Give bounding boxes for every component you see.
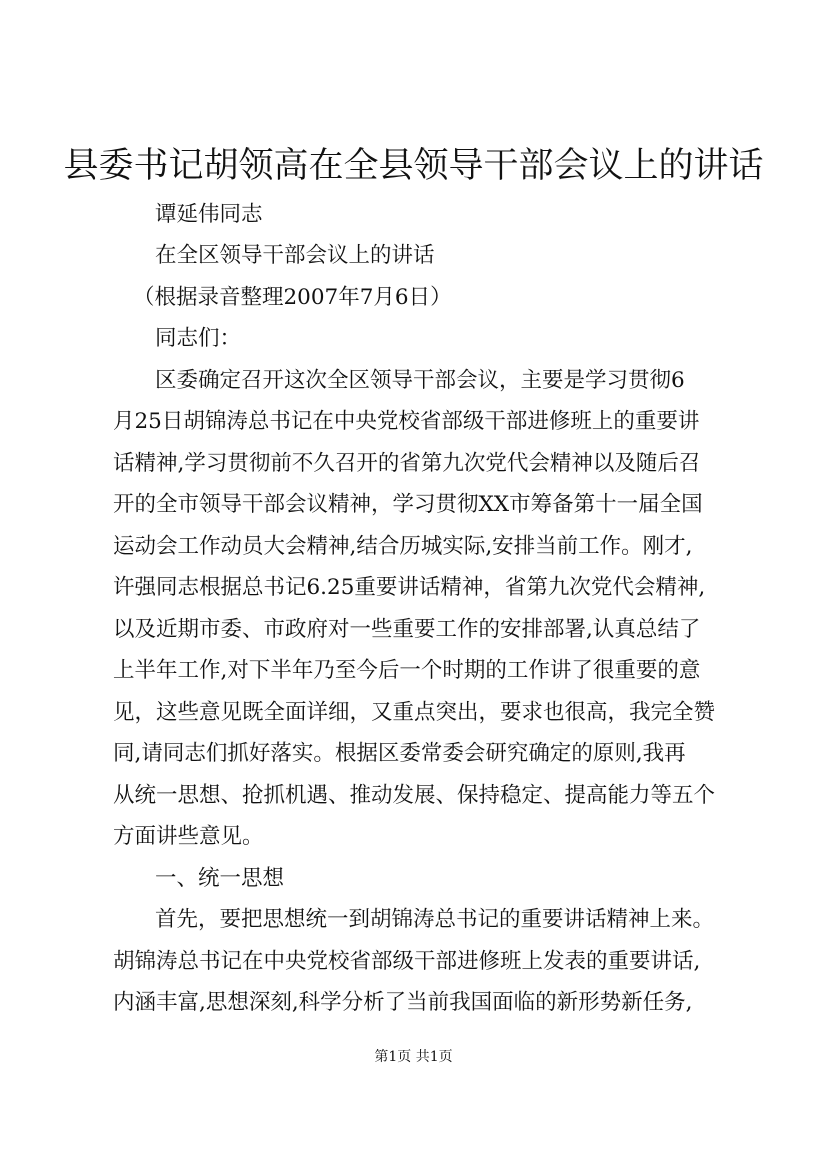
salutation: 同志们： bbox=[155, 326, 242, 351]
paragraph-line: 月25日胡锦涛总书记在中央党校省部级干部进修班上的重要讲 bbox=[113, 409, 700, 434]
page-footer: 第1页 共1页 bbox=[374, 1049, 453, 1065]
paragraph-line: 见，这些意见既全面详细，又重点突出，要求也很高，我完全赞 bbox=[113, 700, 716, 725]
paragraph-line: 从统一思想、抢抓机遇、推动发展、保持稳定、提高能力等五个 bbox=[113, 783, 716, 808]
document-title: 县委书记胡领高在全县领导干部会议上的讲话 bbox=[63, 146, 764, 186]
recording-note: （根据录音整理2007年7月6日） bbox=[133, 285, 452, 310]
paragraph-line: 胡锦涛总书记在中央党校省部级干部进修班上发表的重要讲话, bbox=[113, 949, 701, 974]
paragraph-line: 区委确定召开这次全区领导干部会议，主要是学习贯彻6 bbox=[155, 368, 685, 393]
paragraph-line: 同,请同志们抓好落实。根据区委常委会研究确定的原则,我再 bbox=[113, 741, 686, 766]
author-line: 谭延伟同志 bbox=[155, 202, 263, 227]
paragraph-line: 以及近期市委、市政府对一些重要工作的安排部署,认真总结了 bbox=[113, 617, 701, 642]
paragraph-line: 上半年工作,对下半年乃至今后一个时期的工作讲了很重要的意 bbox=[113, 658, 701, 683]
paragraph-line: 方面讲些意见。 bbox=[113, 824, 264, 849]
paragraph-line: 开的全市领导干部会议精神，学习贯彻XX市筹备第十一届全国 bbox=[113, 492, 703, 517]
speech-subtitle: 在全区领导干部会议上的讲话 bbox=[155, 243, 435, 268]
paragraph-line: 许强同志根据总书记6.25重要讲话精神，省第九次党代会精神, bbox=[113, 575, 706, 600]
paragraph-line: 首先，要把思想统一到胡锦涛总书记的重要讲话精神上来。 bbox=[155, 907, 715, 932]
paragraph-line: 运动会工作动员大会精神,结合历城实际,安排当前工作。刚才, bbox=[113, 534, 693, 559]
paragraph-line: 话精神,学习贯彻前不久召开的省第九次党代会精神以及随后召 bbox=[113, 451, 701, 476]
section-heading: 一、统一思想 bbox=[155, 866, 285, 891]
paragraph-line: 内涵丰富,思想深刻,科学分析了当前我国面临的新形势新任务, bbox=[113, 990, 693, 1015]
